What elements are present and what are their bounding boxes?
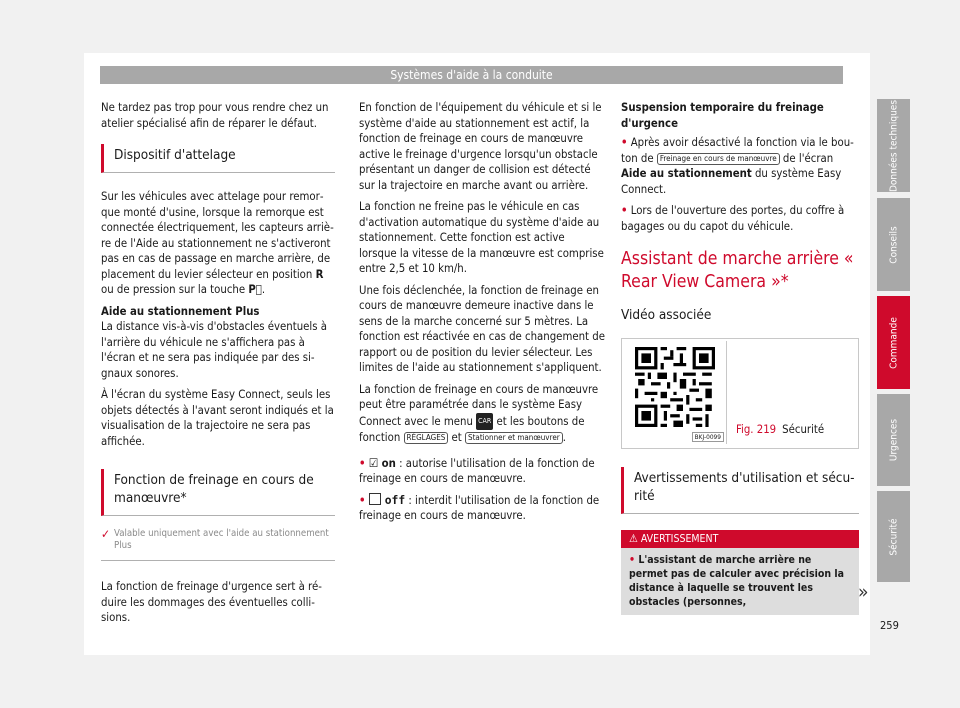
- paragraph: À l'écran du système Easy Connect, seuls les objets détectés à l'avant seront indiqués et la visualisation de la trajectoire ne sera pas affichée.: [101, 388, 334, 448]
- paragraph: En fonction de l'équipement du véhicule et si le système d'aide au stationnement est actif, la fonction de freinage en cours de manœuvre active le freinage d'urgence lorsqu'un obstacle présentant un danger de collision est détecté sur la trajectoire en marche avant ou arrière.: [359, 101, 602, 192]
- bullet: •: [629, 554, 636, 566]
- paragraph: La fonction de freinage d'urgence sert à réduire les dommages des éventuelles collisions.: [101, 580, 322, 624]
- bullet: •: [359, 493, 366, 507]
- figure: [621, 338, 859, 449]
- bullet-item: • Lors de l'ouverture des portes, du coffre à bagages ou du capot du véhicule.: [621, 204, 845, 233]
- tab-urgences[interactable]: Urgences: [877, 394, 910, 486]
- qr-code-icon: [635, 347, 715, 427]
- warning-box: [621, 530, 859, 615]
- tab-donnees-techniques[interactable]: Données techniques: [877, 99, 910, 192]
- column-2: [359, 100, 605, 530]
- paragraph: La distance vis-à-vis d'obstacles éventuels à l'arrière du véhicule ne s'affichera pas à l'écran et ne sera pas indiquée par des signaux sonores.: [101, 320, 327, 380]
- subheading: Aide au stationnement Plus: [101, 304, 260, 318]
- warning-header: ⚠ AVERTISSEMENT: [621, 530, 859, 548]
- video-heading: Vidéo associée: [621, 307, 712, 323]
- section-header: Systèmes d'aide à la conduite: [100, 66, 843, 84]
- manual-page: [84, 53, 870, 655]
- section-title: Assistant de marche arrière « Rear View Camera »*: [621, 249, 854, 292]
- tab-commande[interactable]: Commande: [877, 296, 910, 389]
- column-1: [101, 100, 335, 632]
- paragraph: Ne tardez pas trop pour vous rendre chez un atelier spécialisé afin de réparer le défaut.: [101, 101, 329, 130]
- checked-box-icon: ☑: [368, 455, 379, 470]
- stationner-button: Stationner et manœuvrer: [465, 432, 563, 444]
- bullet-item: • Après avoir désactivé la fonction via le bouton de Freinage en cours de manœuvre de l'écran Aide au stationnement du système Easy Connect.: [621, 136, 854, 196]
- paragraph: Une fois déclenchée, la fonction de freinage en cours de manœuvre demeure inactive dans le sens de la marche concerné sur 5 mètres. La fonction est réactivée en cas de changement de rapport ou de position du levier sélecteur. Les limites de l'aide au stationnement s'appliquent.: [359, 283, 605, 374]
- bullet: •: [621, 204, 628, 217]
- heading-freinage: Fonction de freinage en cours de manœuvre*: [101, 469, 335, 516]
- column-3: [621, 100, 859, 615]
- bullet: •: [621, 136, 628, 149]
- heading-attelage: Dispositif d'attelage: [101, 144, 335, 173]
- car-menu-icon: CAR: [476, 413, 493, 431]
- unchecked-box-icon: [369, 493, 381, 505]
- check-icon: ✓: [101, 527, 111, 541]
- paragraph: La fonction ne freine pas le véhicule en cas d'activation automatique du système d'aide au stationnement. Cette fonction est active lorsque la vitesse de la manœuvre est comprise entre 2,5 et 10 km/h.: [359, 200, 604, 275]
- option-on: • ☑ on : autorise l'utilisation de la fonction de freinage en cours de manœuvre.: [359, 455, 595, 485]
- figure-code: BKJ-0099: [692, 432, 724, 442]
- bullet: •: [359, 456, 366, 470]
- subheading: Suspension temporaire du freinage d'urgence: [621, 101, 824, 130]
- paragraph: Sur les véhicules avec attelage pour remorque monté d'usine, lorsque la remorque est connectée électriquement, les capteurs arrière de l'Aide au stationnement ne s'activeront pas en cas de passage en marche arrière, de placement du levier sélecteur en position R ou de pression sur la touche P⃕.: [101, 190, 334, 296]
- reglages-button: RÉGLAGES: [404, 432, 449, 444]
- page-number: 259: [880, 619, 899, 632]
- freinage-button: Freinage en cours de manœuvre: [657, 153, 780, 165]
- heading-avertissements: Avertissements d'utilisation et sécurité: [621, 467, 859, 514]
- tab-securite[interactable]: Sécurité: [877, 491, 910, 582]
- warning-text: • L'assistant de marche arrière ne permet pas de calculer avec précision la distance à laquelle se trouvent les obstacles (personnes,: [629, 554, 844, 608]
- qr-code[interactable]: [624, 341, 727, 444]
- availability-note: ✓ Valable uniquement avec l'aide au stationnement Plus: [101, 528, 335, 561]
- tab-conseils[interactable]: Conseils: [877, 198, 910, 291]
- park-key-icon: P⃕: [248, 283, 262, 296]
- option-off: • off : interdit l'utilisation de la fonction de freinage en cours de manœuvre.: [359, 493, 600, 522]
- continue-arrow-icon: »: [858, 581, 869, 603]
- paragraph: La fonction de freinage en cours de manœuvre peut être paramétrée dans le système Easy Connect avec le menu CAR et les boutons de fonction RÉGLAGES et Stationner et manœuvrer .: [359, 382, 599, 444]
- figure-caption: Fig. 219 Sécurité: [736, 423, 825, 436]
- warning-triangle-icon: ⚠: [629, 532, 638, 545]
